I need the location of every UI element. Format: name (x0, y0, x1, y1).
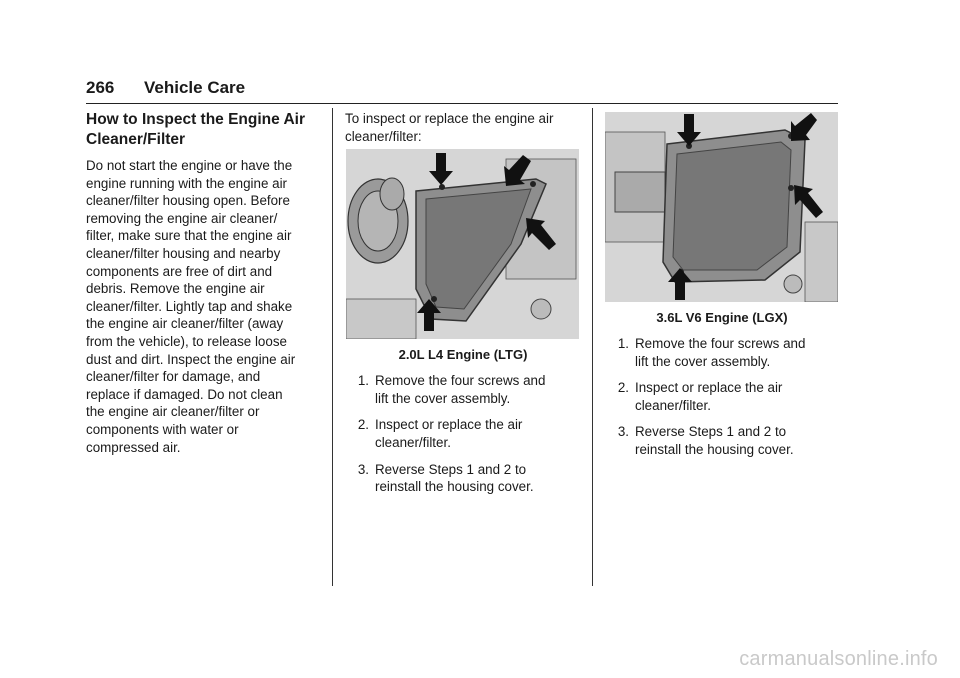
list-item (345, 372, 581, 407)
engine-illustration-lgx (605, 112, 838, 302)
section-heading: How to Inspect the Engine Air Cleaner/Filter (86, 111, 306, 148)
body-paragraph: Do not start the engine or have the engine running with the engine air cleaner/filter housing open. Before removing the engine air cleaner/ filter, make sure that the engine air cleaner/filter housing and nearby components are free of dirt and debris. Remove the engine air cleaner/filter. Lightly tap and shake the engine air cleaner/filter (away from the vehicle), to release loose dust and dirt. Inspect the engine air cleaner/filter for damage, and replace if damaged. Do not clean the engine air cleaner/filter or components with water or compressed air. (86, 158, 296, 455)
step-number: 2. (357, 417, 369, 433)
list-item (345, 416, 581, 451)
step-text: Remove the four screws and lift the cover assembly. (635, 336, 806, 369)
page-header (86, 78, 838, 98)
column-3 (605, 110, 839, 468)
engine-figure-lgx (605, 112, 838, 302)
watermark: carmanualsonline.info (739, 648, 938, 670)
list-item (605, 379, 839, 414)
column-1 (86, 110, 320, 456)
section-title: Vehicle Care (144, 78, 246, 97)
steps-list-lgx (605, 335, 839, 459)
step-number: 1. (617, 336, 629, 351)
step-text: Reverse Steps 1 and 2 to reinstall the housing cover. (635, 424, 794, 457)
column-divider-2 (592, 108, 593, 586)
step-number: 3. (617, 424, 629, 440)
step-number: 3. (357, 461, 369, 477)
list-item (605, 335, 839, 370)
step-text: Remove the four screws and lift the cover assembly. (375, 373, 546, 406)
column-2 (345, 110, 581, 505)
steps-list-ltg (345, 372, 581, 496)
page-number: 266 (86, 78, 115, 97)
step-text: Inspect or replace the air cleaner/filter. (635, 380, 783, 413)
figure-caption-lgx: 3.6L V6 Engine (LGX) (656, 310, 788, 325)
step-number: 2. (617, 380, 629, 396)
column-divider-1 (332, 108, 333, 586)
step-number: 1. (357, 373, 369, 389)
step-text: Inspect or replace the air cleaner/filter. (375, 417, 523, 450)
intro-paragraph: To inspect or replace the engine air cleaner/filter: (345, 111, 554, 144)
figure-caption-ltg: 2.0L L4 Engine (LTG) (398, 347, 528, 363)
list-item (605, 423, 839, 458)
step-text: Reverse Steps 1 and 2 to reinstall the housing cover. (375, 461, 534, 495)
engine-figure-ltg (346, 149, 579, 339)
header-divider (86, 103, 838, 104)
engine-illustration-ltg (346, 149, 579, 339)
list-item (345, 461, 581, 496)
